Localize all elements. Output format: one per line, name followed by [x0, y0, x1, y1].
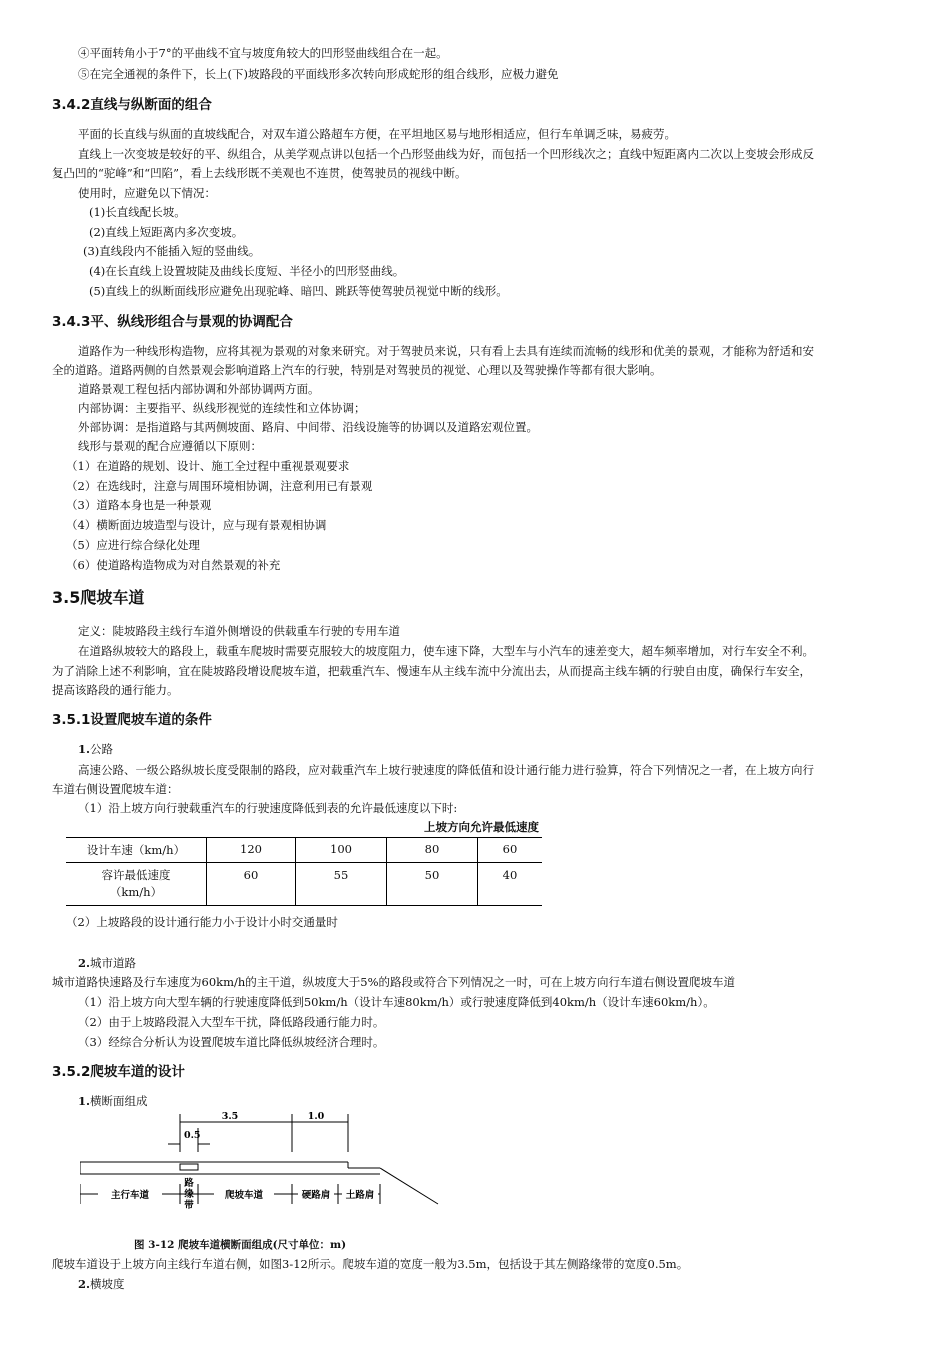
paragraph-line: 使用时，应避免以下情况： [78, 186, 216, 200]
table-row [66, 838, 542, 863]
table-cell: 100 [296, 838, 387, 863]
list-item: （5）应进行综合绿化处理 [66, 538, 200, 552]
subheading-text: 横断面组成 [90, 1094, 148, 1108]
dim-label-1-0: 1.0 [307, 1111, 325, 1122]
curb-strip [180, 1164, 198, 1170]
label-climbing-lane: 爬坡车道 [224, 1190, 264, 1201]
section-heading-3-5: 3.5爬坡车道 [52, 588, 145, 607]
label-curb-strip: 带 [184, 1200, 194, 1211]
paragraph-line: 外部协调：是指道路与其两侧坡面、路肩、中间带、沿线设施等的协调以及道路宏观位置。 [78, 420, 538, 434]
subheading-number: 1. [78, 742, 91, 756]
slope-line [380, 1168, 438, 1204]
list-item: （2）由于上坡路段混入大型车干扰，降低路段通行能力时。 [78, 1015, 385, 1029]
list-item: （3）经综合分析认为设置爬坡车道比降低纵坡经济合理时。 [78, 1035, 385, 1049]
paragraph-line: 车道右侧设置爬坡车道： [52, 782, 179, 796]
dim-label-0-5: 0.5 [184, 1130, 201, 1141]
label-curb-strip: 缘 [184, 1189, 194, 1200]
dim-label-3-5: 3.5 [221, 1111, 239, 1122]
list-item: （3）道路本身也是一种景观 [66, 498, 212, 512]
table-row [66, 863, 542, 906]
paragraph-line: 复凸凹的“驼峰”和“凹陷”，看上去线形既不美观也不连贯，使驾驶员的视线中断。 [52, 166, 467, 180]
paragraph-line: 平面的长直线与纵面的直坡线配合，对双车道公路超车方便，在平坦地区易与地形相适应，但行车单调乏味，易疲劳。 [78, 127, 676, 141]
subheading [78, 741, 113, 757]
table-cell: 60 [478, 838, 543, 863]
subheading [78, 1093, 148, 1109]
subheading-text: 公路 [90, 742, 114, 756]
paragraph-line: 全的道路。道路两侧的自然景观会影响道路上汽车的行驶，特别是对驾驶员的视觉、心理以及驾驶操作等都有很大影响。 [52, 363, 662, 377]
subheading [78, 955, 136, 971]
paragraph-line: 道路作为一种线形构造物，应将其视为景观的对象来研究。对于驾驶员来说，只有看上去具有连续而流畅的线形和优美的景观，才能称为舒适和安 [78, 344, 814, 358]
paragraph-line: 在道路纵坡较大的路段上，载重车爬坡时需要克服较大的坡度阻力，使车速下降，大型车与小汽车的速差变大，超车频率增加，对行车安全不利。 [78, 644, 814, 658]
list-item: (4)在长直线上设置坡陡及曲线长度短、半径小的凹形竖曲线。 [89, 264, 405, 278]
list-item: (1)长直线配长坡。 [89, 205, 186, 219]
section-heading-3-4-2: 3.4.2直线与纵断面的组合 [52, 97, 212, 113]
paragraph-line: 提高该路段的通行能力。 [52, 683, 179, 697]
list-item: （1）沿上坡方向大型车辆的行驶速度降低到50km/h（设计车速80km/h）或行驶速度降低到40km/h（设计车速60km/h）。 [78, 995, 715, 1009]
list-item: (3)直线段内不能插入短的竖曲线。 [83, 244, 261, 258]
list-item: (2)直线上短距离内多次变坡。 [89, 225, 244, 239]
table-cell: 55 [296, 863, 387, 906]
subheading-number: 2. [78, 1277, 91, 1291]
paragraph-line: 线形与景观的配合应遵循以下原则： [78, 439, 262, 453]
paragraph-line: 定义：陡坡路段主线行车道外侧增设的供载重车行驶的专用车道 [78, 624, 400, 638]
table-cell [66, 863, 207, 906]
subheading-text: 横坡度 [90, 1277, 125, 1291]
table-cell: 120 [207, 838, 296, 863]
table-cell: 60 [207, 863, 296, 906]
table-cell: 50 [387, 863, 478, 906]
paragraph-line: 爬坡车道设于上坡方向主线行车道右侧，如图3-12所示。爬坡车道的宽度一般为3.5m，包括设于其左侧路缘带的宽度0.5m。 [52, 1257, 689, 1271]
paragraph-line: 城市道路快速路及行车速度为60km/h的主干道，纵坡度大于5%的路段或符合下列情况之一时，可在上坡方向行车道右侧设置爬坡车道 [52, 975, 736, 989]
list-item: （4）横断面边坡造型与设计，应与现有景观相协调 [66, 518, 327, 532]
section-heading-3-5-2: 3.5.2爬坡车道的设计 [52, 1064, 185, 1080]
figure-caption: 图 3-12 爬坡车道横断面组成(尺寸单位：m) [134, 1239, 347, 1251]
label-main-lane: 主行车道 [110, 1190, 150, 1201]
label-soil-shoulder: 土路肩 [345, 1190, 375, 1201]
table-cell: 40 [478, 863, 543, 906]
paragraph-line: 内部协调：主要指平、纵线形视觉的连续性和立体协调； [78, 401, 366, 415]
subheading-number: 1. [78, 1094, 91, 1108]
min-speed-table [66, 837, 542, 906]
paragraph-line: 为了消除上述不利影响，宜在陡坡路段增设爬坡车道，把载重汽车、慢速车从主线车流中分流出去，从而提高主线车辆的行驶自由度，确保行车安全， [52, 664, 811, 678]
paragraph-line: （1）沿上坡方向行驶载重汽车的行驶速度降低到表的允许最低速度以下时: [78, 801, 458, 815]
subheading [78, 1276, 125, 1292]
label-hard-shoulder: 硬路肩 [301, 1190, 331, 1201]
table-title: 上坡方向允许最低速度 [424, 820, 539, 834]
list-item: （6）使道路构造物成为对自然景观的补充 [66, 558, 281, 572]
subheading-text: 城市道路 [90, 956, 137, 970]
table-cell: 80 [387, 838, 478, 863]
paragraph-line: 直线上一次变坡是较好的平、纵组合，从美学观点讲以包括一个凸形竖曲线为好，而包括一个凹形线次之；直线中短距离内二次以上变坡会形成反 [78, 147, 814, 161]
row-head-unit: （km/h） [109, 885, 163, 899]
subheading-number: 2. [78, 956, 91, 970]
row-head-line: 容许最低速度 [101, 868, 171, 882]
list-item: (5)直线上的纵断面线形应避免出现驼峰、暗凹、跳跃等使驾驶员视觉中断的线形。 [89, 284, 508, 298]
paragraph-line: 高速公路、一级公路纵坡长度受限制的路段，应对载重汽车上坡行驶速度的降低值和设计通行能力进行验算，符合下列情况之一者，在上坡方向行 [78, 763, 814, 777]
label-curb-strip: 路 [184, 1178, 194, 1189]
paragraph-line: ⑤在完全通视的条件下，长上(下)坡路段的平面线形多次转向形成蛇形的组合线形，应极力避免 [78, 67, 559, 81]
paragraph-line: ④平面转角小于7°的平曲线不宜与坡度角较大的凹形竖曲线组合在一起。 [78, 46, 448, 60]
list-item: （1）在道路的规划、设计、施工全过程中重视景观要求 [66, 459, 350, 473]
table-cell: 设计车速（km/h） [66, 838, 207, 863]
section-heading-3-5-1: 3.5.1设置爬坡车道的条件 [52, 712, 212, 728]
paragraph-line: （2）上坡路段的设计通行能力小于设计小时交通量时 [66, 915, 338, 929]
cross-section-figure [80, 1108, 440, 1232]
paragraph-line: 道路景观工程包括内部协调和外部协调两方面。 [78, 382, 320, 396]
section-heading-3-4-3: 3.4.3平、纵线形组合与景观的协调配合 [52, 314, 293, 330]
list-item: （2）在选线时，注意与周围环境相协调，注意利用已有景观 [66, 479, 373, 493]
